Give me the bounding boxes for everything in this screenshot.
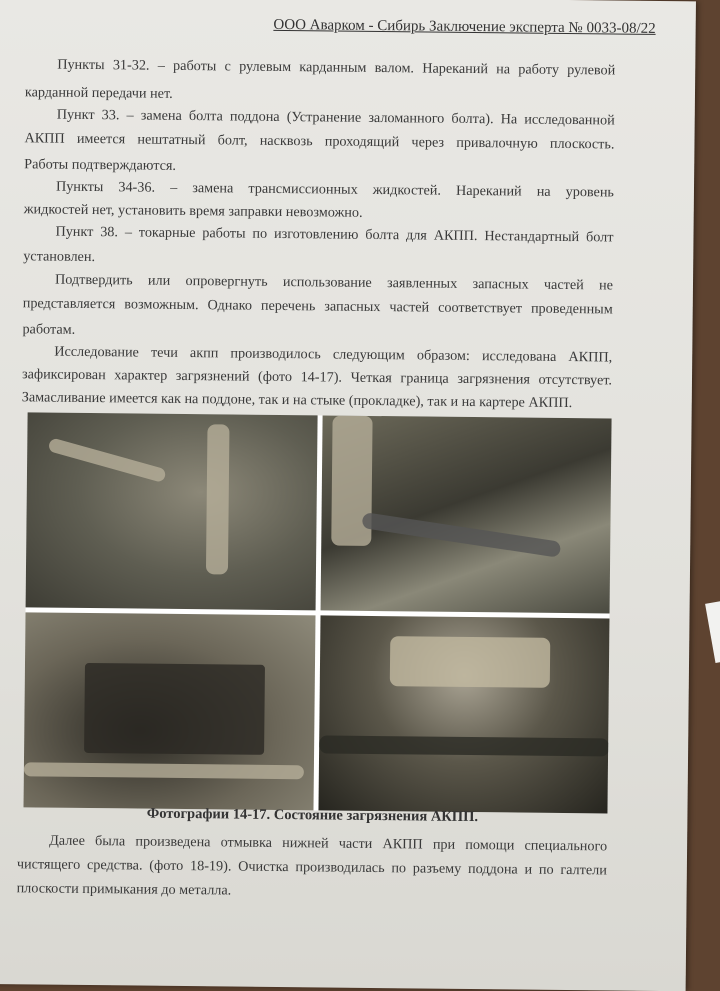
paper-edge <box>705 597 720 663</box>
photo-grid <box>23 412 611 813</box>
text-line: Пункт 38. – токарные работы по изготовлению болта для АКПП. Нестандартный болт <box>55 223 614 246</box>
text-line: Замасливание имеется как на поддоне, так и на стыке (прокладке), так и на картере АКПП. <box>21 389 573 412</box>
text-line: зафиксирован характер загрязнений (фото 14-17). Четкая граница загрязнения отсутствует. <box>21 366 613 389</box>
text-line: работам. <box>22 321 76 338</box>
text-line: Пункты 34-36. – замена трансмиссионных жидкостей. Нареканий на уровень <box>55 178 615 201</box>
text-line: представляется возможным. Однако перечень запасных частей соответствует проведенным <box>22 295 613 318</box>
text-line: Подтвердить или опровергнуть использование заявленных запасных частей не <box>54 271 614 294</box>
text-line: Пункт 33. – замена болта поддона (Устранение заломанного болта). На исследованной <box>56 106 615 129</box>
photo-caption: Фотографии 14-17. Состояние загрязнения АКПП. <box>146 805 479 826</box>
text-line: установлен. <box>23 248 96 266</box>
page-header: ООО Аварком - Сибирь Заключение эксперта № 0033-08/22 <box>273 16 656 37</box>
photo-17 <box>318 615 610 813</box>
text-line: Исследование течи акпп производилось следующим образом: исследована АКПП, <box>54 343 613 366</box>
text-line: карданной передачи нет. <box>24 84 173 102</box>
text-line: Пункты 31-32. – работы с рулевым карданным валом. Нареканий на работу рулевой <box>57 56 616 79</box>
text-line: чистящего средства. (фото 18-19). Очистка производилась по разъему поддона и по галтели <box>16 856 607 879</box>
text-line: Работы подтверждаются. <box>24 156 177 174</box>
photo-14 <box>26 412 318 610</box>
text-line: Далее была произведена отмывка нижней части АКПП при помощи специального <box>49 832 608 855</box>
text-line: жидкостей нет, установить время заправки невозможно. <box>23 201 363 221</box>
text-line: АКПП имеется нештатный болт, насквозь проходящий через привалочную плоскость. <box>24 130 615 153</box>
text-line: плоскости примыкания до металла. <box>16 880 232 899</box>
photo-16 <box>23 612 315 810</box>
photo-15 <box>320 415 612 613</box>
